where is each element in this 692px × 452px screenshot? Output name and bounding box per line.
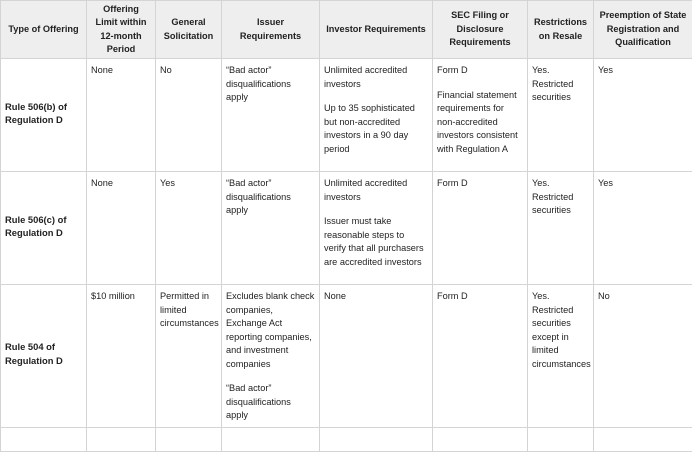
- offering-type-cell: Rule 506(b) of Regulation D: [1, 59, 87, 172]
- preemption-cell: No: [594, 285, 692, 428]
- offering-type-cell: Rule 504 of Regulation D: [1, 285, 87, 428]
- resale-restrictions-cell: Yes. Restricted securities: [528, 59, 594, 172]
- offering-limit-cell: None: [87, 172, 156, 285]
- preemption-cell: Yes: [594, 59, 692, 172]
- sec-filing-text: Form D: [437, 64, 523, 78]
- investor-requirement-text: None: [324, 290, 428, 304]
- header-offering-limit: Offering Limit within 12-month Period: [87, 1, 156, 59]
- sec-filing-cell: [433, 285, 528, 428]
- header-restrictions-on-resale: Restrictions on Resale: [528, 1, 594, 59]
- issuer-requirements-cell: [222, 172, 320, 285]
- investor-requirements-cell: [320, 172, 433, 285]
- investor-requirements-cell: [320, 59, 433, 172]
- sec-filing-text: Financial statement requirements for non-accredited investors consistent with Regulation A: [437, 89, 523, 157]
- issuer-requirement-text: Excludes blank check companies, Exchange Act reporting companies, and investment companies: [226, 290, 315, 371]
- resale-restrictions-cell: Yes. Restricted securities except in limited circumstances: [528, 285, 594, 428]
- table-row-partial: [1, 427, 692, 451]
- header-investor-requirements: Investor Requirements: [320, 1, 433, 59]
- header-preemption: Preemption of State Registration and Qualification: [594, 1, 692, 59]
- issuer-requirement-text: “Bad actor” disqualifications apply: [226, 64, 315, 105]
- general-solicitation-cell: Permitted in limited circumstances: [156, 285, 222, 428]
- investor-requirement-text: Up to 35 sophisticated but non-accredited investors in a 90 day period: [324, 102, 428, 156]
- sec-filing-text: Form D: [437, 290, 523, 304]
- header-type-of-offering: Type of Offering: [1, 1, 87, 59]
- issuer-requirements-cell: [222, 59, 320, 172]
- offering-limit-cell: $10 million: [87, 285, 156, 428]
- sec-filing-text: Form D: [437, 177, 523, 191]
- issuer-requirement-text: “Bad actor” disqualifications apply: [226, 382, 315, 423]
- table-row: [1, 172, 692, 285]
- issuer-requirements-cell: [222, 285, 320, 428]
- investor-requirements-cell: [320, 285, 433, 428]
- resale-restrictions-cell: Yes. Restricted securities: [528, 172, 594, 285]
- header-row: [1, 1, 692, 59]
- investor-requirement-text: Unlimited accredited investors: [324, 177, 428, 204]
- table-row: [1, 59, 692, 172]
- sec-filing-cell: [433, 59, 528, 172]
- header-general-solicitation: General Solicitation: [156, 1, 222, 59]
- issuer-requirement-text: “Bad actor” disqualifications apply: [226, 177, 315, 218]
- header-sec-filing: SEC Filing or Disclosure Requirements: [433, 1, 528, 59]
- header-issuer-requirements: Issuer Requirements: [222, 1, 320, 59]
- investor-requirement-text: Unlimited accredited investors: [324, 64, 428, 91]
- general-solicitation-cell: Yes: [156, 172, 222, 285]
- table-row: [1, 285, 692, 428]
- preemption-cell: Yes: [594, 172, 692, 285]
- offering-type-cell: Rule 506(c) of Regulation D: [1, 172, 87, 285]
- investor-requirement-text: Issuer must take reasonable steps to verify that all purchasers are accredited investors: [324, 215, 428, 269]
- general-solicitation-cell: No: [156, 59, 222, 172]
- offering-limit-cell: None: [87, 59, 156, 172]
- sec-filing-cell: [433, 172, 528, 285]
